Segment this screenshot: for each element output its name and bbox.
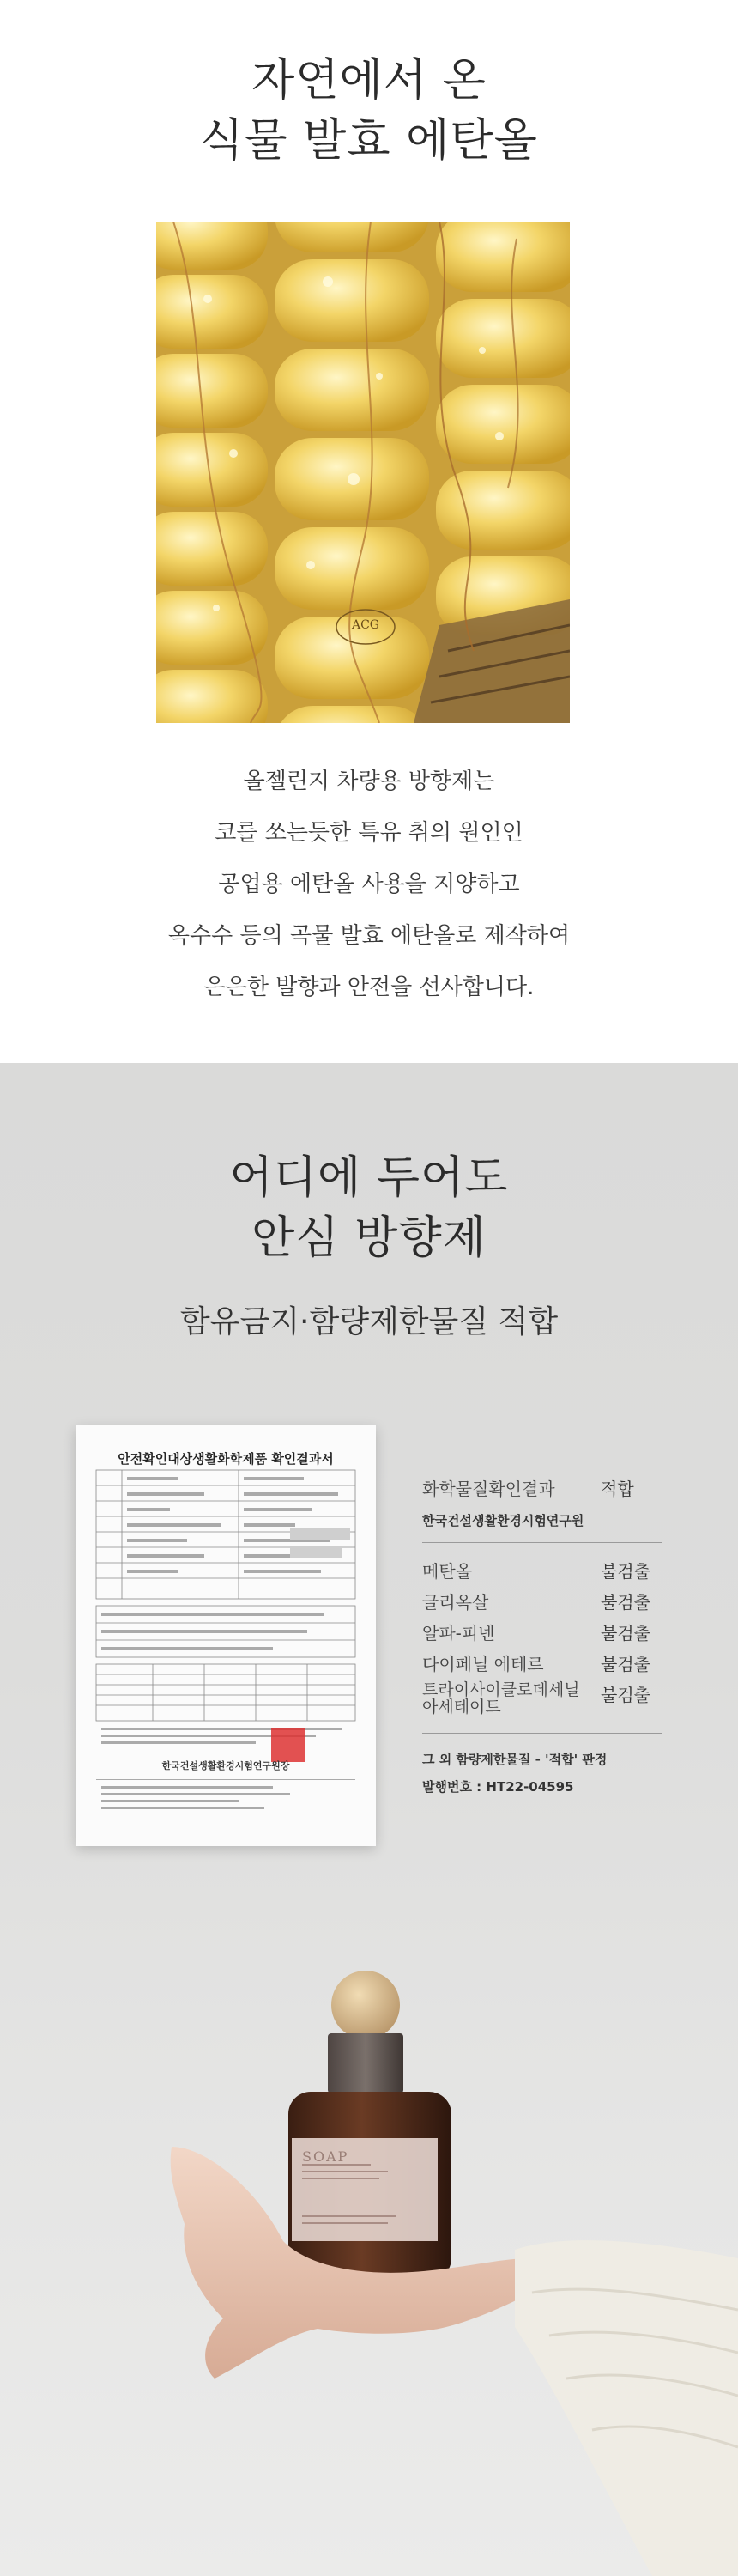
substance-result: 불검출 bbox=[601, 1685, 650, 1705]
test-certificate-document bbox=[76, 1425, 376, 1846]
intro-line-1: 올젤린지 차량용 방향제는 bbox=[243, 769, 495, 794]
results-header-value: 적합 bbox=[601, 1479, 634, 1499]
substance-name: 알파-피넨 bbox=[422, 1623, 495, 1643]
corn-photo bbox=[156, 222, 570, 723]
certificate-issuer: 한국건설생활환경시험연구원장 bbox=[161, 1760, 290, 1771]
corn-kernels-illustration bbox=[156, 222, 570, 723]
headline-line-1: 자연에서 온 bbox=[251, 55, 487, 106]
intro-line-2: 코를 쏘는듯한 특유 취의 원인인 bbox=[215, 820, 523, 846]
intro-line-5: 은은한 발향과 안전을 선사합니다. bbox=[203, 975, 535, 1000]
section-natural-ethanol bbox=[0, 0, 738, 1063]
divider-bottom bbox=[422, 1733, 662, 1734]
substance-name: 글리옥살 bbox=[422, 1592, 489, 1613]
headline2-line-1: 어디에 두어도 bbox=[229, 1152, 509, 1204]
subheadline: 함유금지·함량제한물질 적합 bbox=[179, 1304, 559, 1340]
intro-description bbox=[0, 756, 738, 1013]
headline-line-2: 식물 발효 에탄올 bbox=[200, 115, 538, 167]
substance-result: 불검출 bbox=[601, 1654, 650, 1674]
corn-logo-mark: ACG bbox=[351, 618, 379, 632]
divider-top bbox=[422, 1542, 662, 1543]
substance-result: 불검출 bbox=[601, 1592, 650, 1613]
product-in-hand-photo bbox=[0, 1932, 738, 2576]
bottle-label-text: SOAP bbox=[302, 2148, 349, 2165]
results-header-label: 화학물질확인결과 bbox=[422, 1479, 555, 1499]
headline2-line-2: 안심 방향제 bbox=[251, 1212, 487, 1264]
issue-number: 발행번호 : HT22-04595 bbox=[422, 1779, 574, 1795]
testing-institute: 한국건설생활환경시험연구원 bbox=[422, 1513, 584, 1528]
certificate-seal bbox=[271, 1728, 305, 1762]
substance-name: 메탄올 bbox=[422, 1561, 472, 1582]
substance-result: 불검출 bbox=[601, 1561, 650, 1582]
wooden-diffuser-ball bbox=[331, 1971, 400, 2039]
substance-name: 다이페닐 에테르 bbox=[422, 1654, 544, 1674]
substance-name: 트라이사이클로데세닐 아세테이트 bbox=[422, 1680, 580, 1716]
certificate-title: 안전확인대상생활화학제품 확인결과서 bbox=[118, 1451, 334, 1467]
other-substances-note: 그 외 함량제한물질 - '적합' 판정 bbox=[422, 1752, 608, 1767]
intro-line-4: 옥수수 등의 곡물 발효 에탄올로 제작하여 bbox=[167, 923, 571, 949]
substance-result: 불검출 bbox=[601, 1623, 650, 1643]
certificate-table-lines bbox=[76, 1425, 376, 1846]
intro-line-3: 공업용 에탄올 사용을 지양하고 bbox=[218, 872, 520, 897]
bottle-cap bbox=[328, 2033, 403, 2093]
